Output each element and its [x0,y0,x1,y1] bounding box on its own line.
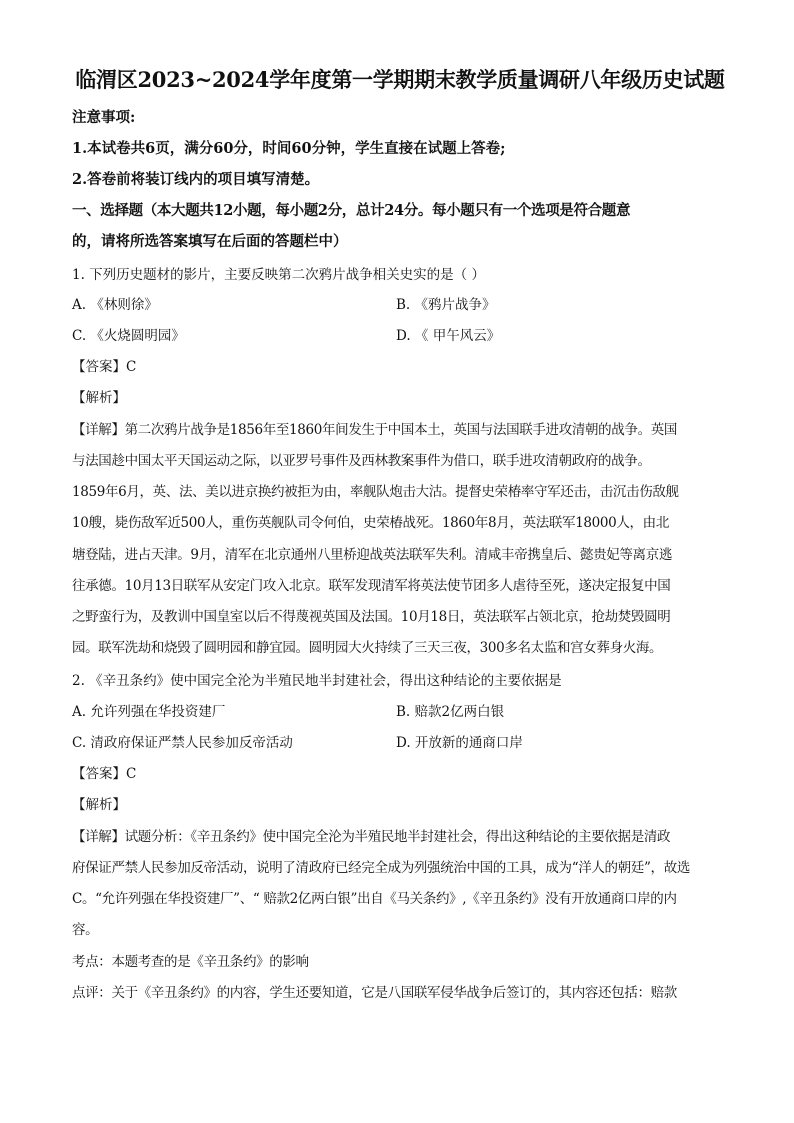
notes-item-2: 2.答卷前将装订线内的项目填写清楚。 [72,171,320,188]
question-2-answer: 【答案】C [72,766,137,782]
question-1-answer: 【答案】C [72,359,137,375]
question-1-option-c: C. 《火烧圆明园》 [72,328,185,344]
question-2-stem: 2. 《辛丑条约》使中国完全沦为半殖民地半封建社会，得出这种结论的主要依据是 [72,673,562,689]
question-1-detail-line: 塘登陆，进占天津。9月，清军在北京通州八里桥迎战英法联军失利。清咸丰帝携皇后、懿贵妃等离京逃 [72,547,672,563]
question-1-analysis-label: 【解析】 [72,390,126,406]
question-2-analysis-label: 【解析】 [72,797,126,813]
question-2-dianping: 点评：关于《辛丑条约》的内容，学生还要知道，它是八国联军侵华战争后签订的，其内容还包括：赔款 [72,985,677,1001]
question-1-detail-line: 10艘，毙伤敌军近500人，重伤英舰队司令何伯，史荣椿战死。1860年8月，英法联军18000人，由北 [72,515,669,531]
question-1-detail-line: 1859年6月，英、法、美以进京换约被拒为由，率舰队炮击大沽。提督史荣椿率守军还击，击沉击伤敌舰 [72,484,679,500]
question-1-option-a: A. 《林则徐》 [72,297,158,313]
question-2-detail-line: 府保证严禁人民参加反帝活动，说明了清政府已经完全成为列强统治中国的工具，成为“洋人的朝廷”，故选 [72,860,691,876]
question-2-option-d: D. 开放新的通商口岸 [396,735,523,751]
question-1-detail-line: 与法国趁中国太平天国运动之际，以亚罗号事件及西林教案事件为借口，联手进攻清朝政府的战争。 [72,453,651,469]
question-1-stem: 1. 下列历史题材的影片，主要反映第二次鸦片战争相关史实的是（ ） [72,267,485,283]
question-1-detail-line: 之野蛮行为，及教训中国皇室以后不得蔑视英国及法国。10月18日，英法联军占领北京，抢劫焚毁圆明 [72,609,671,625]
exam-title: 临渭区2023~2024学年度第一学期期末教学质量调研八年级历史试题 [75,67,725,92]
notes-item-1: 1.本试卷共6页，满分60分，时间60分钟，学生直接在试题上答卷; [72,140,506,157]
question-2-kaodian: 考点：本题考查的是《辛丑条约》的影响 [72,954,309,970]
section-heading-line-2: 的，请将所选答案填写在后面的答题栏中） [72,233,348,250]
question-1-option-b: B. 《鸦片战争》 [396,297,496,313]
section-heading-line-1: 一、选择题（本大题共12小题，每小题2分，总计24分。每小题只有一个选项是符合题意 [72,202,631,219]
question-1-detail-line: 【详解】第二次鸦片战争是1856年至1860年间发生于中国本土，英国与法国联手进攻清朝的战争。英国 [72,422,678,438]
notes-heading: 注意事项: [72,109,136,126]
question-2-detail-line: 【详解】试题分析：《辛丑条约》使中国完全沦为半殖民地半封建社会，得出这种结论的主要依据是清政 [72,829,671,845]
question-1-detail-line: 往承德。10月13日联军从安定门攻入北京。联军发现清军将英法使节团多人虐待至死，遂决定报复中国 [72,578,671,594]
question-2-detail-line: 容。 [72,922,99,938]
question-2-detail-line: C。“允许列强在华投资建厂”、“ 赔款2亿两白银”出自《马关条约》,《辛丑条约》没有开放通商口岸的内 [72,891,677,907]
question-2-option-b: B. 赔款2亿两白银 [396,704,505,720]
question-2-option-c: C. 清政府保证严禁人民参加反帝活动 [72,735,293,751]
question-1-detail-line: 园。联军洗劫和烧毁了圆明园和静宜园。圆明园大火持续了三天三夜，300多名太监和宫女葬身火海。 [72,640,663,656]
question-2-option-a: A. 允许列强在华投资建厂 [72,704,226,720]
question-1-option-d: D. 《 甲午风云》 [396,328,501,344]
